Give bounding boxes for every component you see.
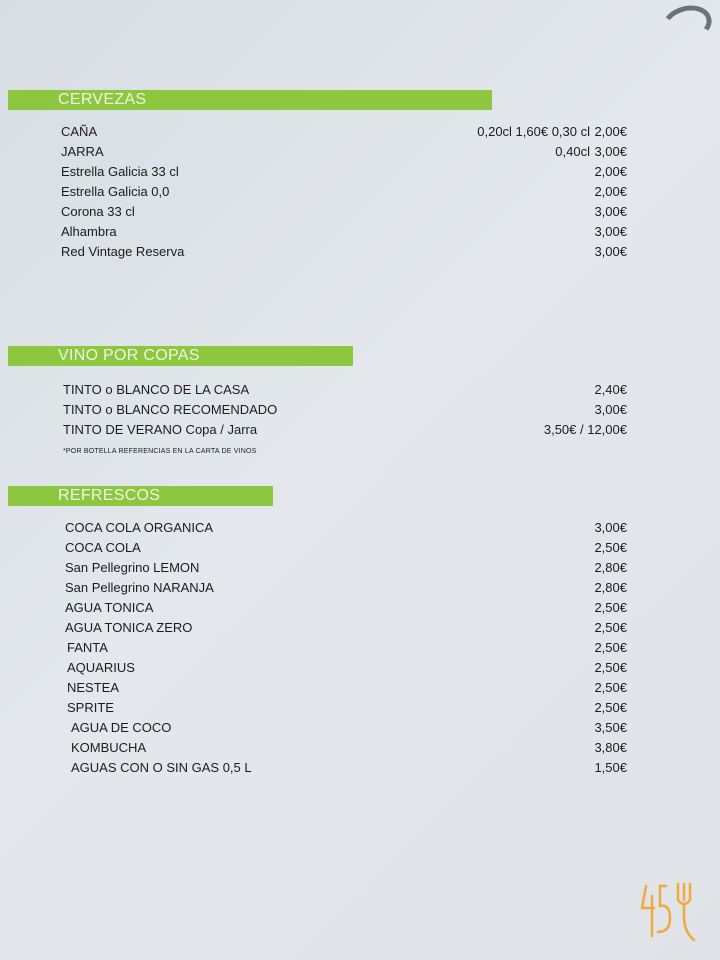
menu-item-price: 2,50€: [594, 660, 627, 675]
menu-item-price: 3,00€: [594, 402, 627, 417]
menu-item-row: [0, 222, 720, 242]
menu-item-price: 3,00€: [594, 520, 627, 535]
menu-item-row: [0, 242, 720, 262]
menu-item-row: [0, 420, 720, 440]
menu-item-price: 2,50€: [594, 680, 627, 695]
menu-item-name: JARRA: [61, 144, 104, 159]
menu-item-name: San Pellegrino LEMON: [65, 560, 200, 575]
menu-item-row: [0, 380, 720, 400]
menu-item-price: 2,50€: [594, 620, 627, 635]
menu-item-price: 3,50€ / 12,00€: [543, 422, 627, 437]
menu-item-price: 2,50€: [594, 600, 627, 615]
menu-item-price: 3,00€: [594, 204, 627, 219]
menu-item-name: FANTA: [67, 640, 108, 655]
menu-item-name: AGUA TONICA: [65, 600, 154, 615]
menu-item-name: NESTEA: [67, 680, 120, 695]
menu-item-row: [0, 202, 720, 222]
menu-item-name: AGUA TONICA ZERO: [65, 620, 193, 635]
wine-note: *POR BOTELLA REFERENCIAS EN LA CARTA DE VINOS: [63, 448, 257, 455]
refrescos-list: [0, 518, 720, 778]
menu-item-row: [0, 718, 720, 738]
menu-item-row: [0, 558, 720, 578]
section-title: CERVEZAS: [58, 91, 147, 108]
menu-item-name: Red Vintage Reserva: [61, 244, 185, 259]
menu-item-row: [0, 400, 720, 420]
menu-item-name: Estrella Galicia 0,0: [61, 184, 170, 199]
menu-item-price: 2,50€: [594, 640, 627, 655]
menu-item-row: [0, 678, 720, 698]
menu-item-name: Corona 33 cl: [61, 204, 135, 219]
section-header-refrescos: [8, 486, 273, 506]
menu-item-name: AGUA DE COCO: [71, 720, 172, 735]
menu-item-price: 2,00€: [594, 164, 627, 179]
binder-ring-icon: [658, 0, 716, 48]
menu-item-price: 3,00€: [594, 244, 627, 259]
menu-item-price: 2,50€: [594, 540, 627, 555]
menu-item-name: AGUAS CON O SIN GAS 0,5 L: [71, 760, 252, 775]
menu-item-name: CAÑA: [61, 124, 98, 139]
menu-item-price: 2,00€: [594, 184, 627, 199]
section-title: VINO POR COPAS: [58, 347, 200, 364]
menu-item-name: San Pellegrino NARANJA: [65, 580, 214, 595]
menu-item-row: [0, 738, 720, 758]
menu-item-row: [0, 618, 720, 638]
menu-item-size-options: 0,20cl 1,60€ 0,30 cl: [477, 124, 590, 139]
menu-item-price: 2,50€: [594, 700, 627, 715]
menu-item-name: TINTO o BLANCO RECOMENDADO: [63, 402, 278, 417]
section-header-cervezas: [8, 90, 492, 110]
menu-item-name: KOMBUCHA: [71, 740, 147, 755]
fork-knife-logo-icon: [638, 876, 700, 948]
menu-item-price: 1,50€: [594, 760, 627, 775]
menu-item-name: Alhambra: [61, 224, 117, 239]
menu-item-row: [0, 518, 720, 538]
menu-item-price: 3,80€: [594, 740, 627, 755]
menu-item-row: [0, 578, 720, 598]
menu-item-name: COCA COLA ORGANICA: [65, 520, 214, 535]
menu-item-row: [0, 162, 720, 182]
menu-item-name: SPRITE: [67, 700, 114, 715]
menu-item-row: [0, 538, 720, 558]
menu-item-size-options: 0,40cl: [555, 144, 590, 159]
section-header-vino: [8, 346, 353, 366]
menu-item-name: TINTO DE VERANO Copa / Jarra: [63, 422, 258, 437]
menu-item-name: COCA COLA: [65, 540, 141, 555]
menu-item-price: 2,80€: [594, 560, 627, 575]
menu-item-name: AQUARIUS: [67, 660, 135, 675]
menu-item-row: [0, 598, 720, 618]
menu-item-price: 2,40€: [594, 382, 627, 397]
menu-item-row: [0, 182, 720, 202]
menu-item-price: 3,00€: [594, 224, 627, 239]
cervezas-list: [0, 122, 720, 262]
menu-item-row: [0, 698, 720, 718]
menu-item-price: 3,00€: [594, 144, 627, 159]
menu-item-name: Estrella Galicia 33 cl: [61, 164, 179, 179]
vino-list: [0, 380, 720, 440]
section-title: REFRESCOS: [58, 487, 161, 504]
menu-item-row: [0, 758, 720, 778]
menu-item-price: 2,80€: [594, 580, 627, 595]
menu-item-price: 2,00€: [594, 124, 627, 139]
menu-item-row: [0, 142, 720, 162]
menu-item-name: TINTO o BLANCO DE LA CASA: [63, 382, 250, 397]
menu-item-row: [0, 638, 720, 658]
menu-item-row: [0, 122, 720, 142]
menu-item-price: 3,50€: [594, 720, 627, 735]
menu-item-row: [0, 658, 720, 678]
